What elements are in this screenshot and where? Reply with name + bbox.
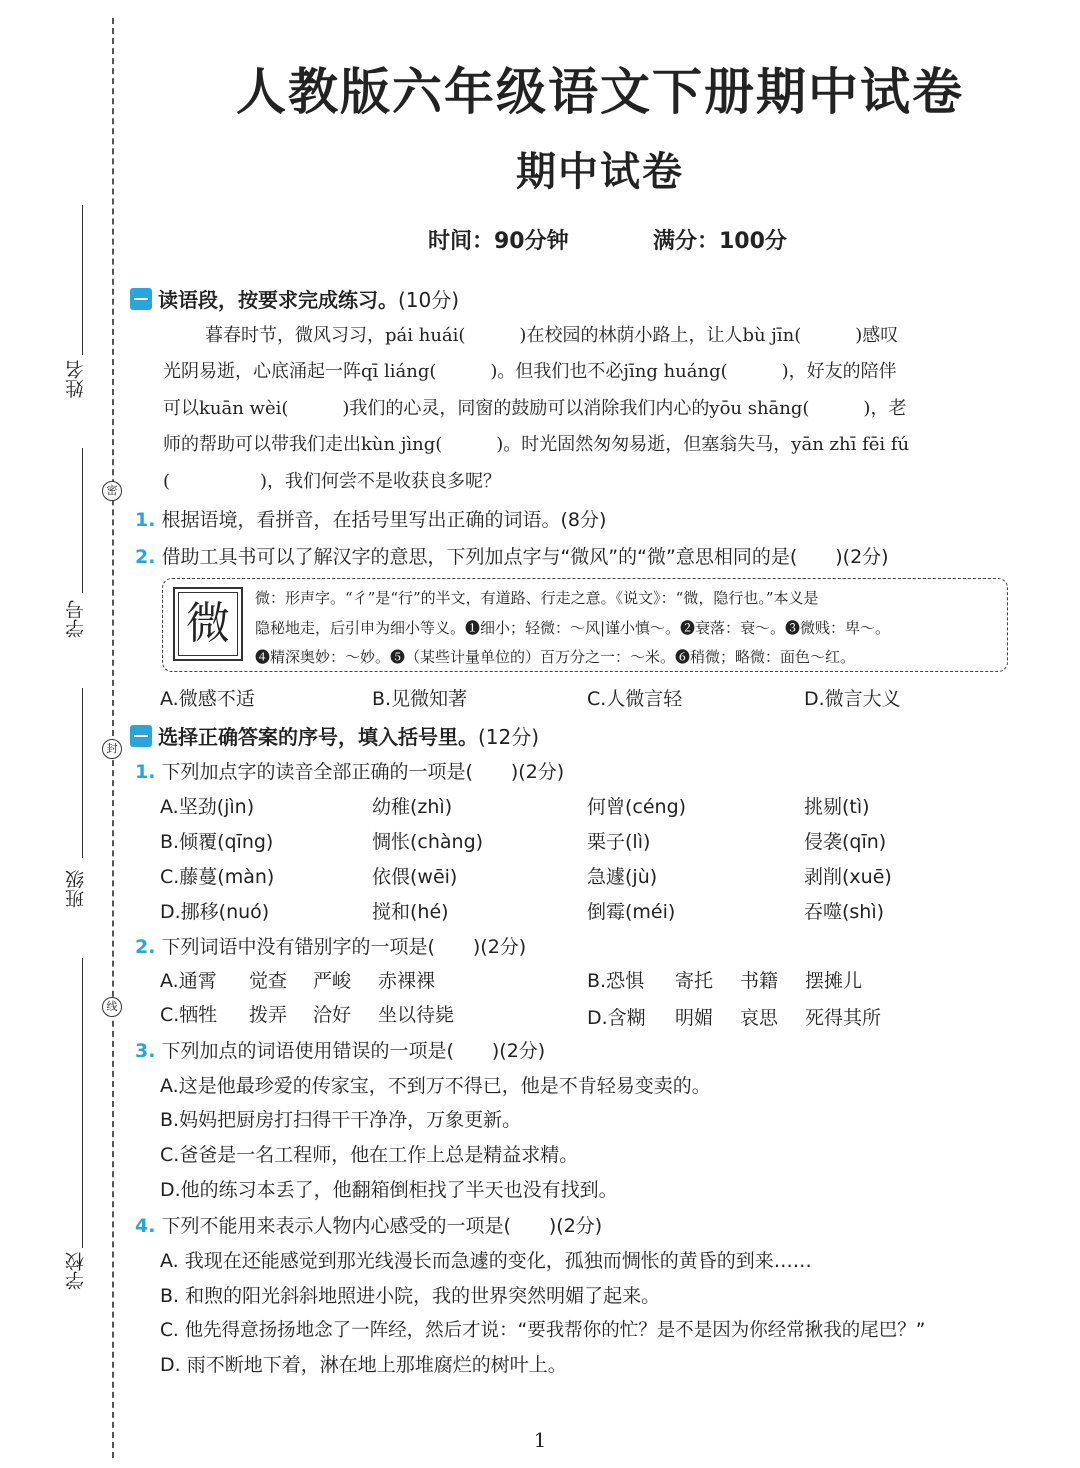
section-number-icon — [130, 725, 152, 747]
option-d-1[interactable]: D.挪移(nuó) — [160, 901, 270, 923]
option-c-word: 坐以待毙 — [378, 1004, 455, 1026]
question-2-3 — [135, 1036, 545, 1063]
seal-script-character — [173, 587, 243, 661]
option-b-word: 寄托 — [675, 970, 714, 992]
dictionary-line: 微：形声字。“彳”是“行”的半文，有道路、行走之意。《说文》：“微，隐行也。”本义是 — [255, 589, 819, 607]
option-d-word[interactable]: D.含糊 — [587, 1007, 646, 1029]
section-number-icon — [130, 288, 152, 310]
option-a-1[interactable]: A.坚劲(jìn) — [160, 796, 255, 818]
class-label: 班级 — [65, 870, 87, 908]
option-a-word: 赤裸裸 — [378, 970, 436, 992]
passage-line: 暮春时节，微风习习，pái huái( )在校园的林荫小路上，让人bù jīn( )感叹 — [205, 325, 899, 346]
option-c-word: 洽好 — [313, 1004, 352, 1026]
option-c-3: 急遽(jù) — [587, 866, 658, 888]
passage-line: 可以kuān wèi( )我们的心灵，同窗的鼓励可以消除我们内心的yōu shāng( )，老 — [163, 398, 907, 419]
question-number: 1. — [135, 509, 156, 531]
option-a-word[interactable]: A.通霄 — [160, 970, 217, 992]
option-b-word: 书籍 — [740, 970, 779, 992]
question-text: 借助工具书可以了解汉字的意思，下列加点字与“微风”的“微”意思相同的是( )(2分) — [161, 546, 889, 568]
question-text: 下列不能用来表示人物内心感受的一项是( )(2分) — [161, 1215, 603, 1237]
option-d[interactable]: D.微言大义 — [804, 688, 901, 710]
seal-circle-xian: 线 — [102, 997, 122, 1017]
option-a[interactable]: A.这是他最珍爱的传家宝，不到万不得已，他是不肯轻易变卖的。 — [160, 1075, 711, 1097]
option-c[interactable]: C.爸爸是一名工程师，他在工作上总是精益求精。 — [160, 1144, 579, 1166]
option-a-2: 幼稚(zhì) — [372, 796, 453, 818]
page-title: 人教版六年级语文下册期中试卷 — [236, 63, 964, 121]
option-d[interactable]: D. 雨不断地下着，淋在地上那堆腐烂的树叶上。 — [160, 1354, 567, 1376]
question-text: 下列词语中没有错别字的一项是( )(2分) — [161, 936, 527, 958]
question-1-2 — [135, 542, 889, 569]
option-b-1[interactable]: B.倾覆(qīng) — [160, 831, 274, 853]
option-a[interactable]: A.微感不适 — [160, 688, 255, 710]
option-b[interactable]: B.见微知著 — [372, 688, 468, 710]
seal-circle-feng: 封 — [102, 739, 122, 759]
option-c-4: 剥削(xuē) — [804, 866, 892, 888]
option-c-word: 拨弄 — [249, 1004, 288, 1026]
class-blank-line — [82, 688, 83, 858]
exam-full-score: 满分：100分 — [653, 229, 787, 254]
section-two-heading — [130, 721, 539, 750]
question-1-1 — [135, 505, 606, 532]
seal-circle-mi: 密 — [102, 481, 122, 501]
section-two-points: (12分) — [478, 725, 540, 749]
question-text: 下列加点的词语使用错误的一项是( )(2分) — [161, 1040, 546, 1062]
binding-dashed-line — [112, 18, 114, 1458]
passage-line: 师的帮助可以带我们走出kùn jìng( )。时光固然匆匆易逝，但塞翁失马，yān zhī fēi fú — [163, 434, 910, 455]
question-number: 2. — [135, 546, 156, 568]
question-2-4 — [135, 1211, 602, 1238]
seal-character: 微 — [178, 592, 238, 656]
name-blank-line — [82, 205, 83, 355]
option-b-4: 侵袭(qīn) — [804, 831, 887, 853]
option-a-word: 觉查 — [249, 970, 288, 992]
page-number: 1 — [533, 1428, 547, 1452]
section-one-points: (10分) — [398, 288, 460, 312]
option-d-word: 死得其所 — [805, 1007, 882, 1029]
option-b-word: 摆摊儿 — [805, 970, 863, 992]
exam-time: 时间：90分钟 — [428, 229, 569, 254]
passage-line: ( )，我们何尝不是收获良多呢？ — [163, 471, 502, 492]
question-number: 1. — [135, 761, 156, 783]
option-d-4: 吞噬(shì) — [804, 901, 885, 923]
option-b-word[interactable]: B.恐惧 — [587, 970, 645, 992]
passage-line: 光阴易逝，心底涌起一阵qī liáng( )。但我们也不必jīng huáng( )，好友的陪伴 — [163, 361, 897, 382]
option-b-3: 栗子(lì) — [587, 831, 651, 853]
student-id-label: 学号 — [65, 600, 87, 638]
option-a-4: 挑剔(tì) — [804, 796, 870, 818]
section-one-heading — [130, 284, 459, 313]
student-id-blank-line — [82, 448, 83, 593]
question-number: 2. — [135, 936, 156, 958]
option-d-word: 明媚 — [675, 1007, 714, 1029]
option-c-word[interactable]: C.牺牲 — [160, 1004, 218, 1026]
question-number: 3. — [135, 1040, 156, 1062]
dictionary-line: 隐秘地走，后引申为细小等义。❶细小；轻微：～风|谨小慎～。❷衰落：衰～。❸微贱：卑～。 — [255, 619, 891, 637]
school-blank-line — [82, 958, 83, 1248]
option-b-2: 惆怅(chàng) — [372, 831, 484, 853]
option-a-3: 何曾(céng) — [587, 796, 687, 818]
option-d-2: 搅和(hé) — [372, 901, 449, 923]
option-c-2: 依偎(wēi) — [372, 866, 458, 888]
name-label: 姓名 — [65, 360, 87, 398]
dictionary-line: ❹精深奥妙：～妙。❺（某些计量单位的）百万分之一：～米。❻稍微；略微：面色～红。 — [255, 648, 856, 666]
school-label: 学校 — [65, 1252, 87, 1290]
section-one-title: 读语段，按要求完成练习。 — [158, 288, 398, 312]
option-c[interactable]: C. 他先得意扬扬地念了一阵经，然后才说：“要我帮你的忙？是不是因为你经常揪我的尾巴？” — [160, 1320, 926, 1341]
question-text: 根据语境，看拼音，在括号里写出正确的词语。(8分) — [161, 509, 607, 531]
option-d-3: 倒霉(méi) — [587, 901, 676, 923]
option-a-word: 严峻 — [313, 970, 352, 992]
page-subtitle: 期中试卷 — [516, 149, 684, 195]
option-c[interactable]: C.人微言轻 — [587, 688, 683, 710]
question-number: 4. — [135, 1215, 156, 1237]
option-a[interactable]: A. 我现在还能感觉到那光线漫长而急遽的变化，孤独而惆怅的黄昏的到来…… — [160, 1250, 812, 1272]
question-text: 下列加点字的读音全部正确的一项是( )(2分) — [161, 761, 565, 783]
option-d[interactable]: D.他的练习本丢了，他翻箱倒柜找了半天也没有找到。 — [160, 1179, 618, 1201]
option-c-1[interactable]: C.藤蔓(màn) — [160, 866, 275, 888]
section-two-title: 选择正确答案的序号，填入括号里。 — [158, 725, 478, 749]
question-2-2 — [135, 932, 526, 959]
option-b[interactable]: B.妈妈把厨房打扫得干干净净，万象更新。 — [160, 1109, 522, 1131]
question-2-1 — [135, 757, 564, 784]
dictionary-entry-box — [162, 578, 1008, 672]
option-d-word: 哀思 — [740, 1007, 779, 1029]
option-b[interactable]: B. 和煦的阳光斜斜地照进小院，我的世界突然明媚了起来。 — [160, 1285, 661, 1307]
